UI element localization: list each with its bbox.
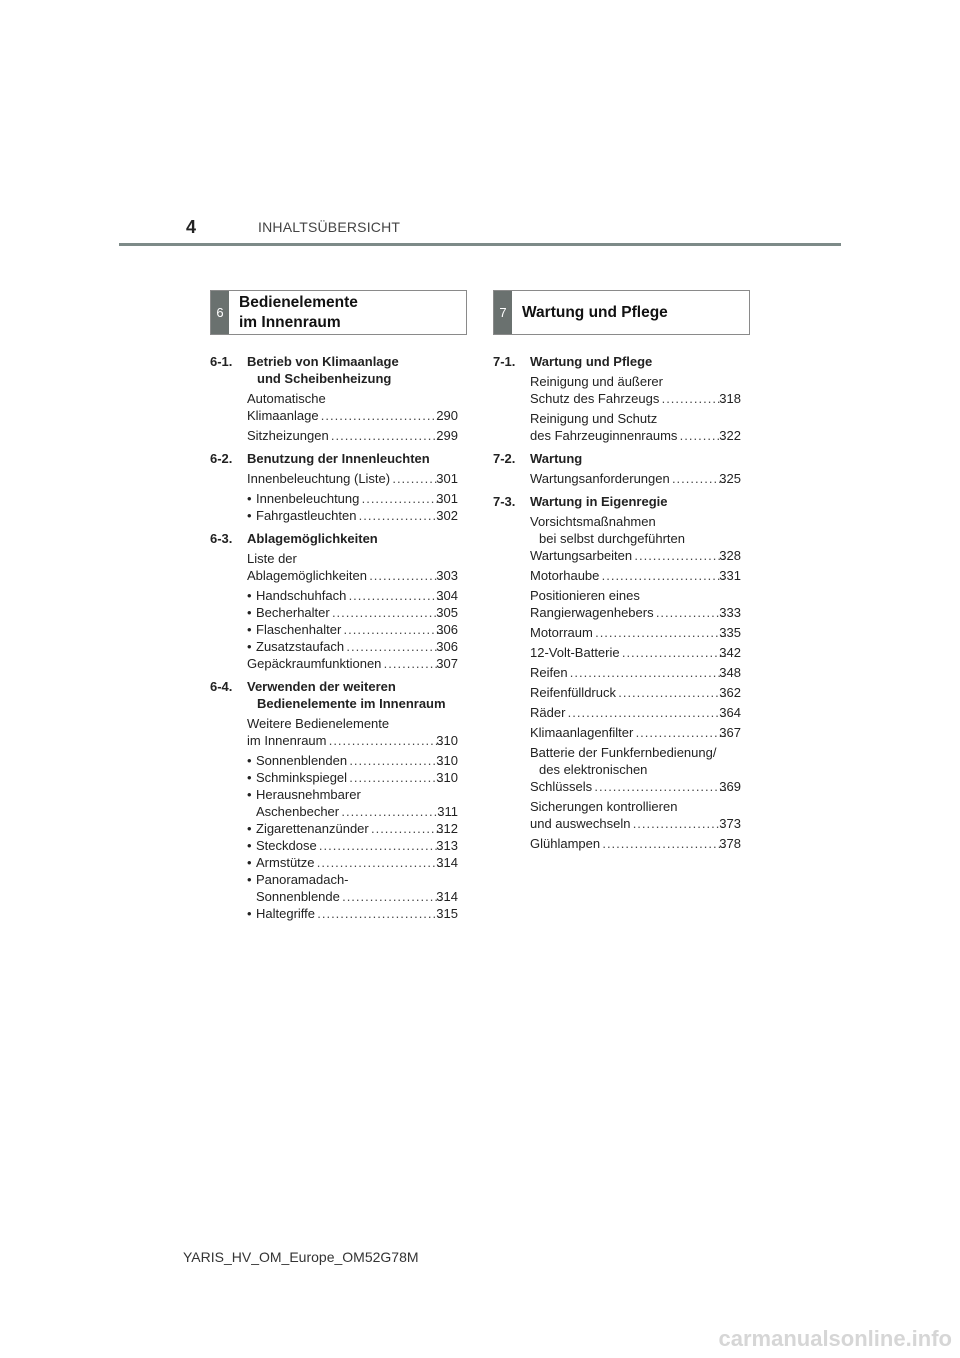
bullet-icon: • — [247, 770, 252, 785]
toc-group-number: 6-3. — [210, 531, 233, 546]
toc-group-title: Verwenden der weiteren Bedienelemente im Innenraum — [247, 679, 446, 711]
toc-entry-text — [530, 724, 741, 741]
toc-entry-text — [256, 837, 458, 854]
toc-entry-text — [247, 427, 458, 444]
toc-entry-text — [256, 820, 458, 837]
dot-leader — [383, 655, 443, 672]
toc-entry-leader-line — [530, 624, 741, 641]
toc-entry-text-lead: Herausnehmbarer — [256, 787, 361, 802]
toc-entry-leader-line — [530, 644, 741, 661]
bullet-icon: • — [247, 622, 252, 637]
toc-page-number: 290 — [436, 408, 458, 423]
document-code: YARIS_HV_OM_Europe_OM52G78M — [183, 1249, 419, 1265]
toc-entry-text — [247, 715, 458, 749]
toc-page-number: 310 — [436, 733, 458, 748]
toc-entry-text-last: Flaschenhalter — [256, 622, 342, 637]
dot-leader — [331, 427, 444, 444]
toc-entry-leader-line — [256, 507, 458, 524]
toc-entry-text-last: im Innenraum — [247, 733, 327, 748]
toc-page-number: 299 — [436, 428, 458, 443]
toc-entry-text-last: Glühlampen — [530, 836, 601, 851]
toc-entry-text — [256, 786, 458, 820]
toc-page-number: 369 — [719, 779, 741, 794]
toc-page-number: 310 — [436, 770, 458, 785]
dot-leader — [672, 470, 727, 487]
toc-entry-text — [530, 744, 741, 795]
bullet-icon: • — [247, 872, 252, 887]
toc-entry-text — [530, 798, 741, 832]
dot-leader — [567, 704, 726, 721]
dot-leader — [371, 820, 444, 837]
toc-entry-text — [530, 567, 741, 584]
bullet-icon: • — [247, 855, 252, 870]
toc-entry-text — [256, 752, 458, 769]
toc-page-number: 333 — [719, 605, 741, 620]
toc-page-number: 301 — [436, 491, 458, 506]
toc-entry-text — [530, 587, 741, 621]
toc-entry-leader-line — [530, 835, 741, 852]
toc-entry-text — [530, 410, 741, 444]
toc-page-number: 322 — [719, 428, 741, 443]
toc-entry-text-lead: Weitere Bedienelemente — [247, 716, 390, 731]
toc-entry-text — [256, 638, 458, 655]
bullet-icon: • — [247, 508, 252, 523]
toc-entry-text-last: Zigarettenanzünder — [256, 821, 369, 836]
toc-entry-text-last: Steckdose — [256, 838, 317, 853]
toc-entry[interactable] — [247, 715, 458, 749]
toc-group — [210, 450, 458, 524]
section-title-7: Wartung und Pflege — [522, 303, 668, 321]
toc-entry-text-last: und auswechseln — [530, 816, 631, 831]
toc-entry[interactable] — [247, 390, 458, 424]
toc-page-number: 307 — [436, 656, 458, 671]
dot-leader — [328, 732, 443, 749]
toc-entry-text-last: des Fahrzeuginnenraums — [530, 428, 678, 443]
toc-entry-text-last: Motorraum — [530, 625, 593, 640]
toc-entry-leader-line — [256, 621, 458, 638]
toc-page-number: 364 — [719, 705, 741, 720]
dot-leader — [618, 684, 726, 701]
toc-group — [210, 530, 458, 672]
toc-entry-leader-line — [256, 803, 458, 820]
dot-leader — [358, 507, 443, 524]
toc-entry-leader-line — [530, 604, 741, 621]
toc-sub-entry[interactable] — [247, 837, 458, 854]
toc-entry-leader-line — [256, 888, 458, 905]
toc-page-number: 315 — [436, 906, 458, 921]
toc-entry-text-last: Wartungsanforderungen — [530, 471, 670, 486]
toc-entry-text-last: Zusatzstaufach — [256, 639, 345, 654]
toc-entry-text-lead: Positionieren eines — [530, 588, 640, 603]
toc-sub-entry[interactable] — [247, 638, 458, 655]
bullet-icon: • — [247, 588, 252, 603]
toc-entry-text — [530, 470, 741, 487]
toc-entry-text-lead: Automatische — [247, 391, 326, 406]
bullet-icon: • — [247, 639, 252, 654]
toc-column-6 — [210, 353, 458, 928]
toc-entry-leader-line — [530, 815, 741, 832]
toc-entry-leader-line — [530, 704, 741, 721]
dot-leader — [634, 547, 726, 564]
toc-entry-leader-line — [530, 547, 741, 564]
toc-entry-leader-line — [530, 724, 741, 741]
toc-entry-text — [256, 854, 458, 871]
toc-group-number: 6-2. — [210, 451, 233, 466]
toc-entry-text — [530, 513, 741, 564]
dot-leader — [632, 815, 726, 832]
section-header-6[interactable] — [210, 290, 467, 335]
toc-entry[interactable] — [530, 684, 741, 701]
toc-entry-text — [530, 664, 741, 681]
bullet-icon: • — [247, 906, 252, 921]
toc-group-number: 6-4. — [210, 679, 233, 694]
toc-entry[interactable] — [530, 664, 741, 681]
toc-column-7 — [493, 353, 741, 858]
toc-sub-entry[interactable] — [247, 871, 458, 905]
dot-leader — [349, 769, 443, 786]
toc-sub-entry[interactable] — [247, 752, 458, 769]
toc-entry-leader-line — [530, 664, 741, 681]
dot-leader — [342, 888, 443, 905]
toc-entry[interactable] — [530, 744, 741, 795]
toc-entry-text-lead: Panoramadach- — [256, 872, 349, 887]
toc-sub-entry[interactable] — [247, 490, 458, 507]
toc-entry-text — [256, 769, 458, 786]
toc-entry-leader-line — [530, 390, 741, 407]
toc-group — [210, 353, 458, 444]
toc-entry[interactable] — [530, 644, 741, 661]
toc-entry-leader-line — [256, 905, 458, 922]
toc-page-number: 378 — [719, 836, 741, 851]
toc-entry[interactable] — [247, 427, 458, 444]
toc-group-number: 6-1. — [210, 354, 233, 369]
toc-entry-leader-line — [247, 407, 458, 424]
toc-entry[interactable] — [530, 624, 741, 641]
toc-entry-leader-line — [256, 854, 458, 871]
toc-page-number: 348 — [719, 665, 741, 680]
dot-leader — [595, 624, 726, 641]
bullet-icon: • — [247, 787, 252, 802]
toc-entry[interactable] — [530, 798, 741, 832]
toc-sub-entry[interactable] — [247, 769, 458, 786]
dot-leader — [317, 905, 443, 922]
toc-entry-text — [530, 835, 741, 852]
toc-entry[interactable] — [530, 513, 741, 564]
toc-entry[interactable] — [530, 470, 741, 487]
toc-entry-text — [530, 704, 741, 721]
section-tab-7: 7 — [494, 291, 512, 334]
toc-entry-text — [530, 684, 741, 701]
dot-leader — [656, 604, 727, 621]
toc-page-number: 328 — [719, 548, 741, 563]
toc-entry-text-lead: Sicherungen kontrollieren — [530, 799, 678, 814]
toc-entry-text-last: Ablagemöglichkeiten — [247, 568, 367, 583]
toc-group-heading[interactable] — [210, 353, 458, 387]
toc-entry-text-last: Reifenfülldruck — [530, 685, 616, 700]
toc-entry-text — [530, 373, 741, 407]
toc-group — [493, 353, 741, 444]
toc-group-heading[interactable] — [493, 353, 741, 370]
toc-entry-leader-line — [530, 470, 741, 487]
toc-entry-text — [256, 621, 458, 638]
toc-page-number: 331 — [719, 568, 741, 583]
toc-entry[interactable] — [530, 410, 741, 444]
bullet-icon: • — [247, 491, 252, 506]
toc-entry-leader-line — [256, 752, 458, 769]
toc-page-number: 325 — [719, 471, 741, 486]
toc-page-number: 373 — [719, 816, 741, 831]
toc-entry-text — [256, 871, 458, 905]
bullet-icon: • — [247, 753, 252, 768]
toc-page-number: 306 — [436, 622, 458, 637]
toc-page-number: 301 — [436, 471, 458, 486]
toc-entry-text-last: 12-Volt-Batterie — [530, 645, 620, 660]
toc-entry[interactable] — [530, 835, 741, 852]
toc-sub-entry[interactable] — [247, 587, 458, 604]
toc-entry-leader-line — [530, 684, 741, 701]
page-number: 4 — [186, 217, 197, 237]
toc-entry-text — [247, 470, 458, 487]
page-title: INHALTSÜBERSICHT — [258, 219, 401, 235]
toc-group-heading[interactable] — [210, 530, 458, 547]
dot-leader — [317, 854, 444, 871]
toc-page-number: 313 — [436, 838, 458, 853]
toc-group — [493, 450, 741, 487]
toc-entry-text-last: Handschuhfach — [256, 588, 347, 603]
section-tab-6: 6 — [211, 291, 229, 334]
toc-entry-text-last: Schutz des Fahrzeugs — [530, 391, 660, 406]
toc-entry-text — [247, 550, 458, 584]
toc-entry-text-last: Reifen — [530, 665, 568, 680]
toc-entry-leader-line — [256, 587, 458, 604]
toc-page-number: 310 — [436, 753, 458, 768]
toc-entry-leader-line — [530, 567, 741, 584]
toc-entry-text-last: Haltegriffe — [256, 906, 316, 921]
dot-leader — [661, 390, 726, 407]
toc-entry[interactable] — [530, 704, 741, 721]
toc-entry-text — [530, 624, 741, 641]
toc-entry-text-last: Schminkspiegel — [256, 770, 348, 785]
toc-group-title: Benutzung der Innenleuchten — [247, 451, 430, 466]
toc-entry[interactable] — [530, 373, 741, 407]
toc-page-number: 303 — [436, 568, 458, 583]
toc-entry-text-last: Schlüssels — [530, 779, 593, 794]
toc-entry-leader-line — [256, 490, 458, 507]
toc-entry-text-last: Sitzheizungen — [247, 428, 329, 443]
toc-entry-leader-line — [530, 427, 741, 444]
toc-sub-entry[interactable] — [247, 905, 458, 922]
toc-entry-text-last: Innenbeleuchtung — [256, 491, 360, 506]
toc-entry-text-last: Sonnenblenden — [256, 753, 348, 768]
header-rule — [119, 243, 841, 246]
toc-sub-entry[interactable] — [247, 604, 458, 621]
dot-leader — [346, 638, 443, 655]
toc-sub-entry[interactable] — [247, 786, 458, 820]
section-header-7[interactable] — [493, 290, 750, 335]
toc-entry-text-last: Wartungsarbeiten — [530, 548, 633, 563]
toc-entry-leader-line — [256, 837, 458, 854]
dot-leader — [570, 664, 727, 681]
toc-entry-text-last: Sonnenblende — [256, 889, 340, 904]
dot-leader — [332, 604, 444, 621]
toc-entry-leader-line — [247, 427, 458, 444]
toc-entry-text-lead: Liste der — [247, 551, 297, 566]
toc-entry-leader-line — [247, 732, 458, 749]
toc-entry-text-last: Klimaanlagenfilter — [530, 725, 634, 740]
toc-entry-text-last: Armstütze — [256, 855, 315, 870]
toc-entry[interactable] — [530, 567, 741, 584]
bullet-icon: • — [247, 605, 252, 620]
toc-entry-leader-line — [530, 778, 741, 795]
toc-entry[interactable] — [247, 550, 458, 584]
bullet-icon: • — [247, 838, 252, 853]
toc-entry-leader-line — [247, 567, 458, 584]
dot-leader — [321, 407, 444, 424]
toc-entry-text — [256, 507, 458, 524]
toc-page-number: 305 — [436, 605, 458, 620]
toc-group-title: Ablagemöglichkeiten — [247, 531, 378, 546]
toc-entry-text-last: Rangierwagenhebers — [530, 605, 654, 620]
toc-page-number: 306 — [436, 639, 458, 654]
toc-group-number: 7-3. — [493, 494, 516, 509]
watermark: carmanualsonline.info — [718, 1326, 952, 1351]
toc-entry-text-last: Gepäckraumfunktionen — [247, 656, 382, 671]
toc-entry-text — [256, 587, 458, 604]
toc-entry-text-last: Motorhaube — [530, 568, 600, 583]
toc-page-number: 314 — [436, 889, 458, 904]
toc-entry-text-lead: Vorsichtsmaßnahmen bei selbst durchgeführten — [530, 514, 685, 546]
toc-page-number: 335 — [719, 625, 741, 640]
toc-group-heading[interactable] — [210, 450, 458, 467]
toc-entry-text-lead: Reinigung und äußerer — [530, 374, 663, 389]
dot-leader — [343, 621, 443, 638]
toc-group-title: Betrieb von Klimaanlage und Scheibenheizung — [247, 354, 399, 386]
toc-group-number: 7-1. — [493, 354, 516, 369]
toc-entry-text-last: Fahrgastleuchten — [256, 508, 357, 523]
toc-entry-text-last: Klimaanlage — [247, 408, 319, 423]
toc-group-heading[interactable] — [210, 678, 458, 712]
toc-entry-leader-line — [247, 655, 458, 672]
dot-leader — [622, 644, 727, 661]
toc-entry-text — [256, 604, 458, 621]
toc-page-number: 304 — [436, 588, 458, 603]
dot-leader — [349, 752, 443, 769]
toc-page-number: 342 — [719, 645, 741, 660]
toc-page-number: 312 — [436, 821, 458, 836]
toc-group-heading[interactable] — [493, 450, 741, 467]
toc-page-number: 318 — [719, 391, 741, 406]
toc-entry[interactable] — [530, 724, 741, 741]
toc-entry[interactable] — [247, 470, 458, 487]
toc-entry-leader-line — [256, 638, 458, 655]
toc-entry-text-lead: Batterie der Funkfernbedienung/ des elektronischen — [530, 745, 717, 777]
toc-group-number: 7-2. — [493, 451, 516, 466]
toc-entry-text — [256, 490, 458, 507]
toc-sub-entry[interactable] — [247, 854, 458, 871]
dot-leader — [319, 837, 444, 854]
toc-entry-text — [530, 644, 741, 661]
toc-entry[interactable] — [530, 587, 741, 621]
dot-leader — [369, 567, 443, 584]
toc-entry-leader-line — [256, 604, 458, 621]
toc-group — [493, 493, 741, 852]
toc-page-number: 314 — [436, 855, 458, 870]
toc-page-number: 362 — [719, 685, 741, 700]
toc-page-number: 311 — [437, 804, 458, 819]
toc-group-title: Wartung und Pflege — [530, 354, 653, 369]
toc-group — [210, 678, 458, 922]
toc-entry-text-last: Aschenbecher — [256, 804, 340, 819]
toc-group-title: Wartung — [530, 451, 583, 466]
toc-entry-text — [247, 390, 458, 424]
section-title-6: Bedienelemente im Innenraum — [239, 293, 358, 331]
toc-sub-entry[interactable] — [247, 820, 458, 837]
toc-entry-text-lead: Reinigung und Schutz — [530, 411, 658, 426]
toc-page-number: 367 — [719, 725, 741, 740]
toc-entry-leader-line — [247, 470, 458, 487]
dot-leader — [601, 567, 726, 584]
dot-leader — [348, 587, 443, 604]
dot-leader — [594, 778, 726, 795]
bullet-icon: • — [247, 821, 252, 836]
toc-entry-text — [256, 905, 458, 922]
toc-page-number: 302 — [436, 508, 458, 523]
toc-sub-entry[interactable] — [247, 507, 458, 524]
dot-leader — [361, 490, 443, 507]
toc-entry-text-last: Räder — [530, 705, 566, 720]
toc-entry-text-last: Innenbeleuchtung (Liste) — [247, 471, 391, 486]
toc-entry-text — [247, 655, 458, 672]
dot-leader — [341, 803, 444, 820]
toc-sub-entry[interactable] — [247, 621, 458, 638]
toc-entry-leader-line — [256, 820, 458, 837]
toc-group-title: Wartung in Eigenregie — [530, 494, 668, 509]
toc-group-heading[interactable] — [493, 493, 741, 510]
toc-entry[interactable] — [247, 655, 458, 672]
toc-entry-text-last: Becherhalter — [256, 605, 330, 620]
toc-entry-leader-line — [256, 769, 458, 786]
dot-leader — [635, 724, 726, 741]
dot-leader — [602, 835, 726, 852]
